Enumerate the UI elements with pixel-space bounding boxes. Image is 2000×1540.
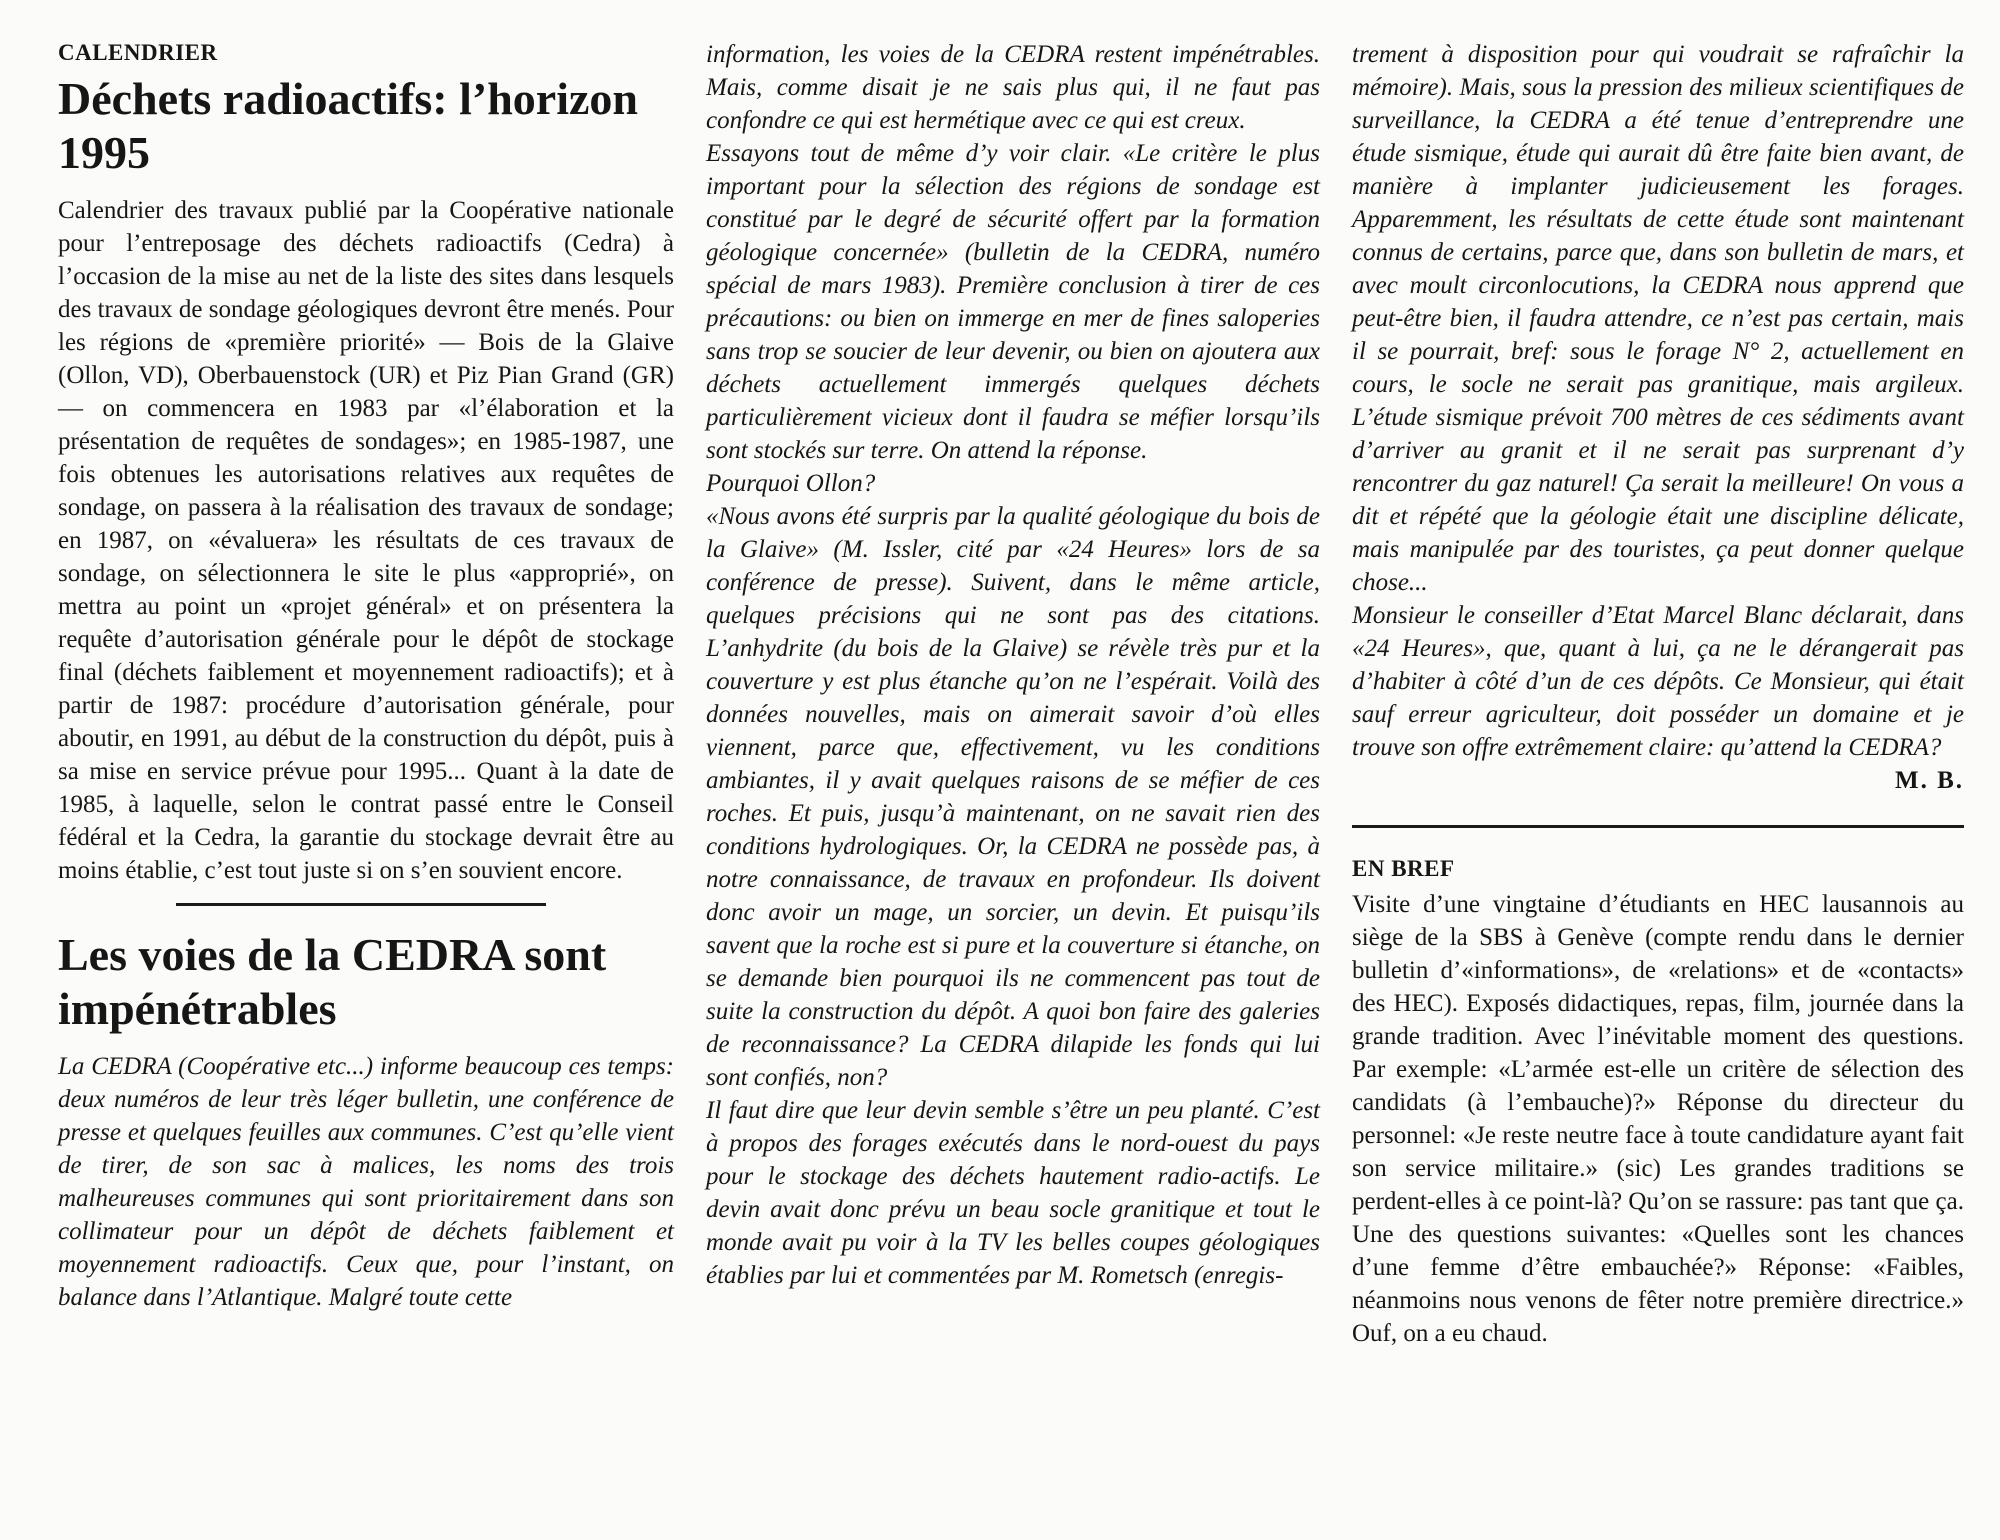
section-kicker-calendrier: CALENDRIER <box>58 40 218 65</box>
author-signature: M. B. <box>1894 767 1964 794</box>
headline-cedra: Les voies de la CEDRA sont impénétrables <box>58 929 607 1034</box>
column-2 <box>706 38 1320 1292</box>
divider <box>1352 825 1964 828</box>
article-cedra-para-4: Il faut dire que leur devin semble s’être un peu planté. C’est à propos des forages exécutés dans le nord-ouest du pays pour le stockage des déchets hautement radio-actifs. Le devin avait donc prévu un beau socle granitique et tout le monde avait pu voir à la TV les belles coupes géologiques établies par lui et commentées par M. Rometsch (enregis- <box>706 1097 1320 1289</box>
article-cedra-subhead: Pourquoi Ollon? <box>706 470 876 497</box>
article-cedra-para-1: information, les voies de la CEDRA restent impénétrables. Mais, comme disait je ne sais plus qui, il ne faut pas confondre ce qui est hermétique avec ce qui est creux. <box>706 41 1320 134</box>
article-cedra-para-6 <box>1352 599 1964 794</box>
headline-dechets: Déchets radioactifs: l’horizon 1995 <box>58 73 638 178</box>
article-cedra-intro: La CEDRA (Coopérative etc...) informe beaucoup ces temps: deux numéros de leur très léger bulletin, une conférence de presse et quelques feuilles aux communes. C’est qu’elle vient de tirer, de son sac à malices, les noms des trois malheureuses communes qui sont prioritairement dans son collimateur pour un dépôt de déchets faiblement et moyennement radioactifs. Ceux que, pour l’instant, on balance dans l’Atlantique. Malgré toute cette <box>58 1053 674 1311</box>
article-cedra-para-3: «Nous avons été surpris par la qualité géologique du bois de la Glaive» (M. Issler, cité par «24 Heures» lors de sa conférence de presse). Suivent, dans le même article, quelques précisions qui ne sont pas des citations. L’anhydrite (du bois de la Glaive) se révèle très pur et la couverture y est plus étanche qu’on ne l’espérait. Voilà des données nouvelles, mais on aimerait savoir d’où elles viennent, parce que, effectivement, vu les conditions ambiantes, il y avait quelques raisons de se méfier de ces roches. Et puis, jusqu’à maintenant, on ne savait rien des conditions hydrologiques. Or, la CEDRA ne possède pas, à notre connaissance, de travaux en profondeur. Ils doivent donc avoir un mage, un sorcier, un devin. Et puisqu’ils savent que la roche est si pure et la couverture si étanche, on se demande bien pourquoi ils ne commencent pas tout de suite la construction du dépôt. A quoi bon faire des galeries de reconnaissance? La CEDRA dilapide les fonds qui lui sont confiés, non? <box>706 503 1320 1091</box>
article-cedra-para-5: trement à disposition pour qui voudrait se rafraîchir la mémoire). Mais, sous la pression des milieux scientifiques de surveillance, la CEDRA a été tenue d’entreprendre une étude sismique, étude qui aurait dû être faite bien avant, de manière à implanter judicieusement les forages. Apparemment, les résultats de cette étude sont maintenant connus de certains, parce que, dans son bulletin de mars, et avec moult circonlocutions, la CEDRA nous apprend que peut-être bien, il faudra attendre, ce n’est pas certain, mais il se pourrait, bref: sous le forage N° 2, actuellement en cours, le socle ne serait pas granitique, mais argileux. L’étude sismique prévoit 700 mètres de ces sédiments avant d’arriver au granit et il ne serait pas surprenant d’y rencontrer du gaz naturel! Ça serait la meilleure! On vous a dit et répété que la géologie était une discipline délicate, mais manipulée par des touristes, ça peut donner quelque chose... <box>1352 41 1964 596</box>
article-calendrier-body: Calendrier des travaux publié par la Coopérative nationale pour l’entreposage des déchets radioactifs (Cedra) à l’occasion de la mise au net de la liste des sites dans lesquels des travaux de sondage géologiques devront être menés. Pour les régions de «première priorité» — Bois de la Glaive (Ollon, VD), Oberbauenstock (UR) et Piz Pian Grand (GR) — on commencera en 1983 par «l’élaboration et la présentation de requêtes de sondages»; en 1985-1987, une fois obtenues les autorisations relatives aux requêtes de sondage, on passera à la réalisation des travaux de sondage; en 1987, on «évaluera» les résultats de ces travaux de sondage, on sélectionnera le site le plus «approprié», on mettra au point un «projet général» et on présentera la requête d’autorisation générale pour le dépôt de stockage final (déchets faiblement et moyennement radioactifs); et à partir de 1987: procédure d’autorisation générale, pour aboutir, en 1991, au début de la construction du dépôt, puis à sa mise en service prévue pour 1995... Quant à la date de 1985, à laquelle, selon le contrat passé entre le Conseil fédéral et la Cedra, la garantie du stockage devrait être au moins établie, c’est tout juste si on s’en souvient encore. <box>58 197 674 884</box>
article-cedra-para-6-text: Monsieur le conseiller d’Etat Marcel Blanc déclarait, dans «24 Heures», que, quant à lui, ça ne le dérangerait pas d’habiter à côté d’un de ces dépôts. Ce Monsieur, qui était sauf erreur agriculteur, doit posséder un domaine et je trouve son offre extrêmement claire: qu’attend la CEDRA? <box>1352 602 1964 761</box>
article-cedra-para-2: Essayons tout de même d’y voir clair. «Le critère le plus important pour la sélection des régions de sondage est constitué par le degré de sécurité offert par la formation géologique concernée» (bulletin de la CEDRA, numéro spécial de mars 1983). Première conclusion à tirer de ces précautions: ou bien on immerge en mer de fines saloperies sans trop se soucier de leur devenir, ou bien on ajoutera aux déchets actuellement immergés quelques déchets particulièrement vicieux dont il faudra se méfier lorsqu’ils sont stockés sur terre. On attend la réponse. <box>706 140 1320 464</box>
column-3 <box>1352 38 1964 1350</box>
article-en-bref-body: Visite d’une vingtaine d’étudiants en HEC lausannois au siège de la SBS à Genève (compte rendu dans le dernier bulletin d’«informations», de «relations» et de «contacts» des HEC). Exposés didactiques, repas, film, journée dans la grande tradition. Avec l’inévitable moment des questions. Par exemple: «L’armée est-elle un critère de sélection des candidats (à l’embauche)?» Réponse du directeur du personnel: «Je reste neutre face à toute candidature ayant fait son service militaire.» (sic) Les grandes traditions se perdent-elles à ce point-là? Qu’on se rassure: pas tant que ça. Une des questions suivantes: «Quelles sont les chances d’une femme d’être embauchée?» Réponse: «Faibles, néanmoins nous venons de fêter notre première directrice.» Ouf, on a eu chaud. <box>1352 891 1964 1347</box>
divider <box>176 903 546 906</box>
section-kicker-en-bref: EN BREF <box>1352 856 1455 881</box>
column-1 <box>58 38 674 1314</box>
